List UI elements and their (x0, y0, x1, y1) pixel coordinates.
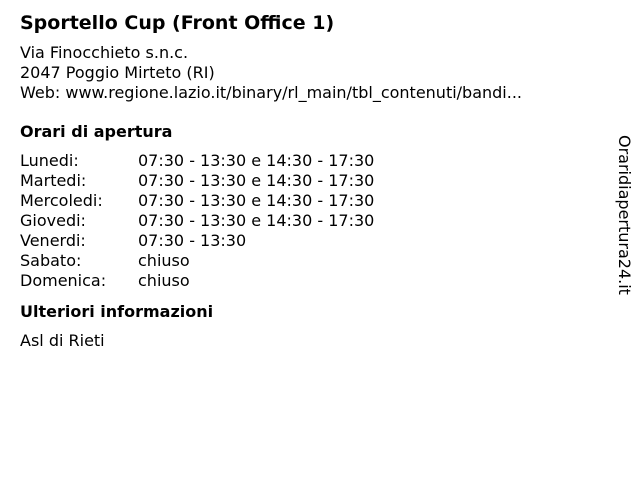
day-label: Sabato: (20, 251, 82, 270)
address-block (20, 43, 600, 103)
website-link[interactable]: Web: www.regione.lazio.it/binary/rl_main/tbl_contenuti/bandi... (20, 83, 523, 102)
time-value: 07:30 - 13:30 (138, 231, 247, 250)
time-value: 07:30 - 13:30 e 14:30 - 17:30 (138, 211, 375, 230)
additional-info-text: Asl di Rieti (20, 331, 105, 350)
opening-hours-heading: Orari di apertura (20, 122, 173, 141)
city-address: 2047 Poggio Mirteto (RI) (20, 63, 215, 82)
time-value: 07:30 - 13:30 e 14:30 - 17:30 (138, 191, 375, 210)
time-value: 07:30 - 13:30 e 14:30 - 17:30 (138, 151, 375, 170)
hours-row-tuesday (20, 171, 600, 191)
street-address: Via Finocchieto s.n.c. (20, 43, 189, 62)
time-value: 07:30 - 13:30 e 14:30 - 17:30 (138, 171, 375, 190)
hours-row-thursday (20, 211, 600, 231)
day-label: Martedi: (20, 171, 87, 190)
hours-row-sunday (20, 271, 600, 291)
day-label: Venerdi: (20, 231, 86, 250)
time-value: chiuso (138, 271, 190, 290)
site-brand-label: Oraridiapertura24.it (615, 135, 634, 295)
hours-row-monday (20, 151, 600, 171)
additional-info-heading: Ulteriori informazioni (20, 302, 214, 321)
page-title: Sportello Cup (Front Office 1) (20, 12, 335, 34)
hours-row-saturday (20, 251, 600, 271)
day-label: Giovedi: (20, 211, 86, 230)
hours-row-friday (20, 231, 600, 251)
time-value: chiuso (138, 251, 190, 270)
day-label: Domenica: (20, 271, 107, 290)
hours-row-wednesday (20, 191, 600, 211)
business-details (20, 10, 600, 351)
day-label: Mercoledi: (20, 191, 103, 210)
opening-hours-list (20, 151, 600, 291)
day-label: Lunedi: (20, 151, 79, 170)
